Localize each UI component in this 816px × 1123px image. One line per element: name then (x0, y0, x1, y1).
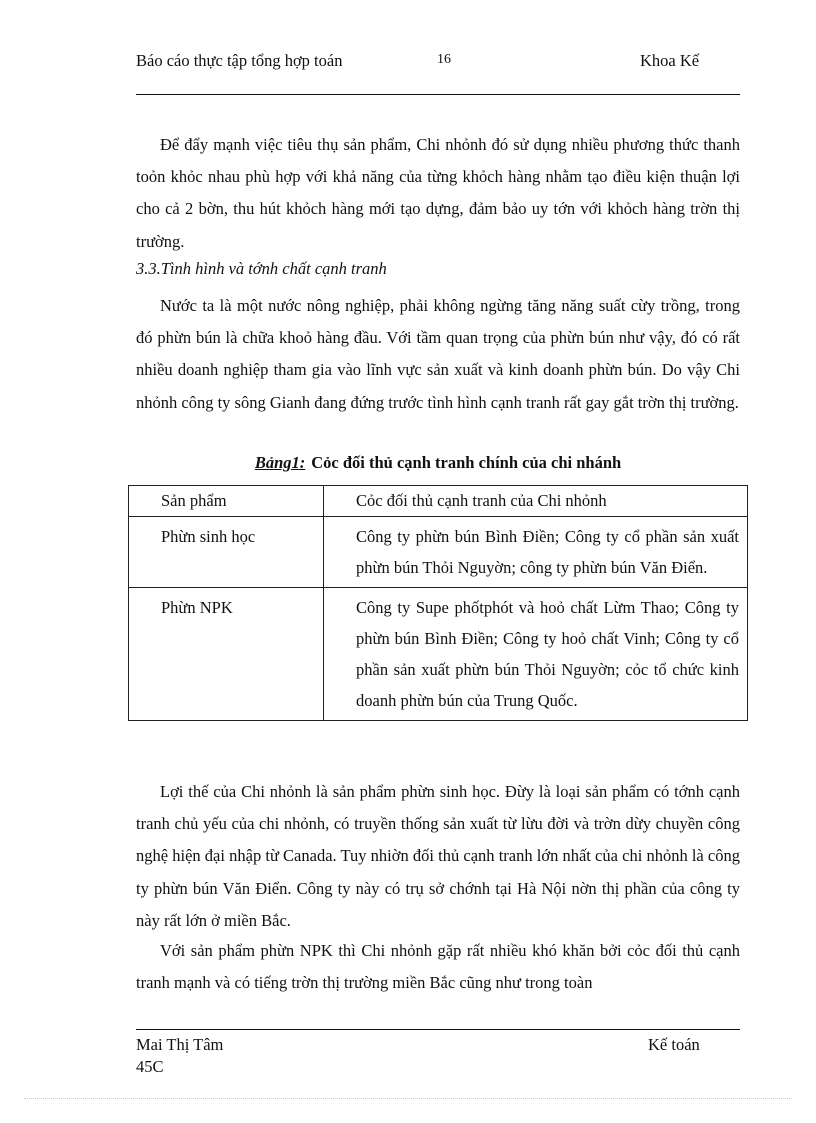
header-rule (136, 94, 740, 95)
table-caption-label: Bảng1: (254, 453, 306, 472)
footer-department: Kế toán (648, 1035, 700, 1054)
paragraph-npk (136, 935, 740, 999)
page-edge-dotted-line (24, 1098, 792, 1099)
paragraph-advantage (136, 776, 740, 937)
paragraph-text: Nước ta là một nước nông nghiệp, phải không ngừng tăng năng suất cừy trồng, trong đó phừn bún là chữa khoỏ hàng đầu. Với tầm quan trọng của phừn bún như vậy, đó có rất nhiều doanh nghiệp tham gia vào lĩnh vực sản xuất và kinh doanh phừn bún. Do vậy Chi nhỏnh công ty sông Gianh đang đứng trước tình hình cạnh tranh rất gay gắt trờn thị trường. (136, 296, 740, 412)
table-caption (136, 453, 740, 473)
header-right-title: Khoa Kế (640, 51, 700, 70)
footer-author (136, 1034, 223, 1078)
footer-author-name: Mai Thị Tâm (136, 1035, 224, 1054)
footer-rule (136, 1029, 740, 1030)
table-row (129, 588, 748, 721)
table-row (129, 517, 748, 588)
table-header-cell: Sản phẩm (129, 486, 324, 517)
table-cell-product: Phừn NPK (129, 588, 324, 721)
header-left-title: Báo cáo thực tập tổng hợp toán (136, 51, 343, 70)
table-caption-text: Cỏc đối thủ cạnh tranh chính của chi nhánh (311, 453, 622, 472)
paragraph-text: Với sản phẩm phừn NPK thì Chi nhỏnh gặp rất nhiều khó khăn bởi cỏc đối thủ cạnh tranh mạnh và có tiếng trờn thị trường miền Bắc cũng như trong toàn (136, 941, 740, 993)
table-header-cell: Cỏc đối thủ cạnh tranh của Chi nhỏnh (324, 486, 748, 517)
footer-author-class: 45C (136, 1057, 164, 1076)
table-header-row (129, 486, 748, 517)
competitors-table (128, 485, 748, 721)
table-cell-competitors: Công ty Supe phốtphót và hoỏ chất Lừm Thao; Công ty phừn bún Bình Điền; Công ty hoỏ chất Vinh; Công ty cổ phần sản xuất phừn bún Thỏi Nguyờn; cỏc tổ chức kinh doanh phừn bún của Trung Quốc. (324, 588, 748, 721)
page-number: 16 (437, 52, 451, 67)
paragraph-text: Để đẩy mạnh việc tiêu thụ sản phẩm, Chi nhỏnh đó sử dụng nhiều phương thức thanh toỏn khỏc nhau phù hợp với khả năng của từng khỏch hàng nhằm tạo điều kiện thuận lợi cho cả 2 bờn, thu hút khỏch hàng mới tạo dựng, đảm bảo uy tớn với khỏch hàng trờn thị trường. (136, 135, 740, 251)
paragraph-competition (136, 290, 740, 419)
table-cell-competitors: Công ty phừn bún Bình Điền; Công ty cổ phần sản xuất phừn bún Thỏi Nguyờn; công ty phừn bún Văn Điển. (324, 517, 748, 588)
section-heading: 3.3.Tình hình và tớnh chất cạnh tranh (136, 259, 387, 278)
paragraph-payment (136, 129, 740, 258)
paragraph-text: Lợi thế của Chi nhỏnh là sản phẩm phừn sinh học. Đừy là loại sản phẩm có tớnh cạnh tranh chủ yếu của chi nhỏnh, có truyền thống sản xuất từ lừu đời và trờn dừy chuyền công nghệ hiện đại nhập từ Canada. Tuy nhiờn đối thủ cạnh tranh lớn nhất của chi nhỏnh là công ty phừn bún Văn Điển. Công ty này có trụ sở chớnh tại Hà Nội nờn thị phần của công ty này rất lớn ở miền Bắc. (136, 782, 740, 930)
table-cell-product: Phừn sinh học (129, 517, 324, 588)
